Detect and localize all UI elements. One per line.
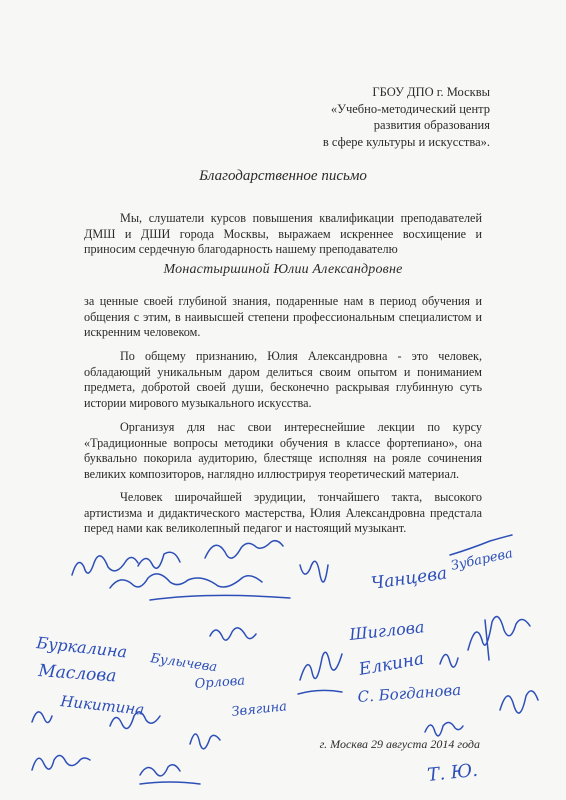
signature-scribble <box>210 628 256 640</box>
signature-scribble <box>150 595 290 600</box>
signature-text: Никитина <box>59 692 146 719</box>
signature-scribble <box>298 690 342 694</box>
signature-scribble <box>300 561 328 582</box>
signature-scribble <box>72 556 138 575</box>
signature-text: Булычева <box>149 651 218 676</box>
signature-scribble <box>140 765 180 776</box>
addressee-line: развития образования <box>373 118 490 132</box>
signature-scribble <box>300 652 342 680</box>
addressee-line: в сфере культуры и искусства». <box>322 134 490 149</box>
paragraph-4: Человек широчайшей эрудиции, тончайшего такта, высокого артистизма и дидактического мастерства, Юлия Александровна предстала перед нами как великолепный педагог и настоящий музыкант. <box>84 490 482 536</box>
signature-scribble <box>140 782 200 784</box>
signature-scribble <box>205 541 283 558</box>
addressee-line: «Учебно-методический центр <box>330 101 490 116</box>
signature-text: Буркалина <box>35 633 129 662</box>
signature-text: Зубарева <box>449 546 515 574</box>
teacher-name: Монастыршиной Юлии Александровне <box>163 262 403 277</box>
signature-text: Т. Ю. <box>426 759 479 786</box>
signature-scribble <box>440 654 458 667</box>
signature-scribble <box>425 722 463 735</box>
signature-text: Маслова <box>37 661 118 687</box>
paragraph-1: за ценные своей глубиной знания, подаренные нам в период обучения и общения с этим, в наивысшей степени профессиональным специалистом и искренним человеком. <box>84 294 482 340</box>
signature-text: С. Богданова <box>357 680 462 706</box>
paragraph-2: По общему признанию, Юлия Александровна - это человек, обладающий уникальным даром делиться своим опытом и пониманием предмета, добротой своей души, бесконечно раскрывая глубинную суть истории мирового музыкального искусства. <box>84 349 482 410</box>
signature-text: Шиглова <box>348 617 426 644</box>
signature-scribble <box>138 552 180 568</box>
letter-title: Благодарственное письмо <box>199 168 367 184</box>
signature-text: Елкина <box>357 648 426 680</box>
paragraph-3: Организуя для нас свои интереснейшие лекции по курсу «Традиционные вопросы методики обучения в классе фортепиано», она буквально покорила аудиторию, блестяще исполняя на рояле сочинения великих композиторов, наглядно иллюстрируя теоретический материал. <box>84 420 482 481</box>
letter-date: г. Москва 29 августа 2014 года <box>319 737 480 751</box>
signature-scribble <box>500 691 538 713</box>
signature-scribble <box>468 617 530 650</box>
signature-scribble <box>32 712 52 723</box>
signature-scribble <box>190 734 220 749</box>
signature-text: Звягина <box>230 699 288 720</box>
addressee-line: ГБОУ ДПО г. Москвы <box>372 85 490 99</box>
signature-text: Орлова <box>194 673 246 692</box>
signature-scribble <box>32 755 90 770</box>
signature-text: Чанцева <box>369 563 449 594</box>
signature-scribble <box>110 574 262 588</box>
intro-paragraph: Мы, слушатели курсов повышения квалификации преподавателей ДМШ и ДШИ города Москвы, выражаем искреннее восхищение и приносим сердечную благодарность нашему преподавателю <box>84 211 482 257</box>
